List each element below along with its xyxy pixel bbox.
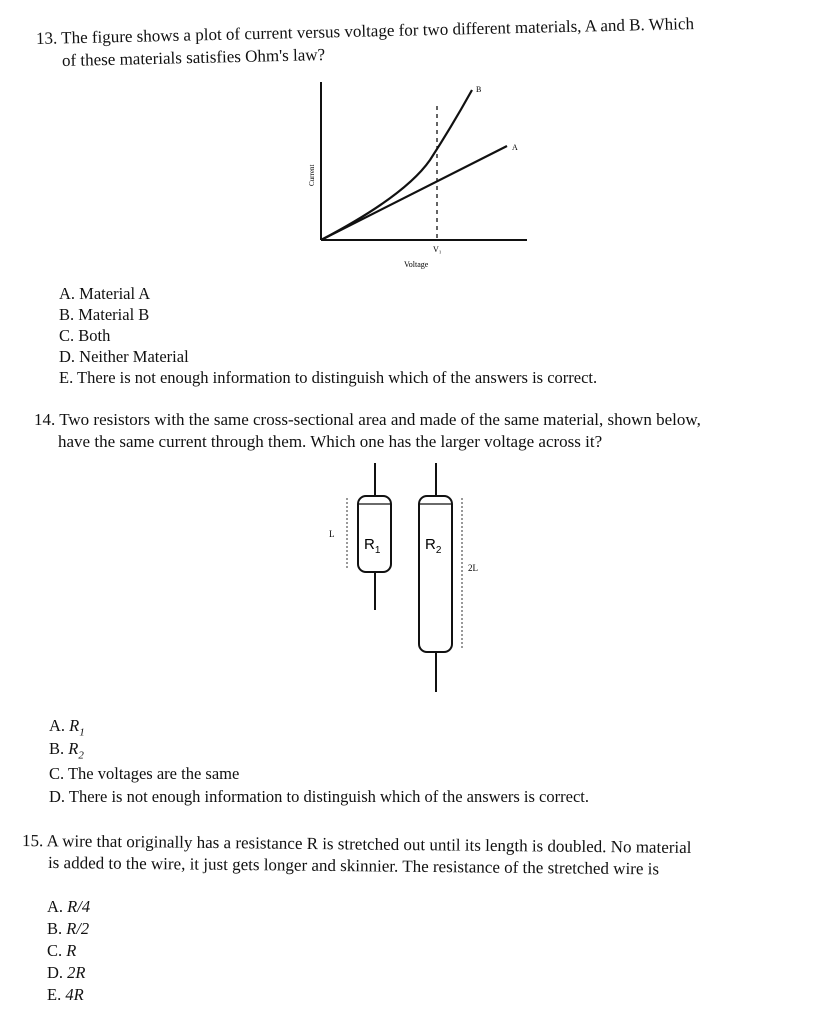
option-letter: D. (47, 963, 64, 982)
resistor-r2 (419, 463, 478, 692)
r2-length-label: 2L (468, 563, 478, 573)
option-letter: E. (59, 368, 74, 387)
r2-body (419, 496, 452, 652)
option-text: R (66, 941, 77, 960)
option-letter: A. (47, 897, 64, 916)
option-letter: B. (49, 739, 65, 758)
option-text: Material A (79, 284, 151, 303)
option-15-b[interactable] (47, 918, 89, 939)
option-text: Both (78, 326, 111, 345)
option-15-e[interactable] (47, 984, 84, 1005)
r1-body (358, 496, 391, 572)
option-15-c[interactable] (47, 940, 76, 961)
curve-b-label: B (476, 85, 482, 94)
option-text: 4R (65, 985, 84, 1004)
iv-plot (300, 78, 540, 273)
option-15-a[interactable] (47, 896, 90, 917)
question-13-number: 13. (35, 28, 58, 48)
question-14-first-line (34, 409, 701, 431)
option-13-d[interactable] (59, 346, 189, 367)
option-letter: C. (59, 326, 75, 345)
option-14-c[interactable] (49, 763, 239, 784)
question-13-first-line (36, 13, 694, 50)
x-axis-label: Voltage (404, 260, 429, 269)
question-15-stem-line-2: is added to the wire, it just gets longer and skinnier. The resistance of the stretched wire is (47, 853, 660, 879)
option-13-a[interactable] (59, 283, 150, 304)
question-15-stem-line-1: A wire that originally has a resistance R is stretched out until its length is doubled. No material (46, 831, 692, 858)
material-b-curve (321, 90, 472, 240)
option-text: Material B (78, 305, 150, 324)
question-14-stem-line-2: have the same current through them. Which one has the larger voltage across it? (58, 432, 603, 451)
option-text: There is not enough information to distinguish which of the answers is correct. (77, 368, 598, 387)
option-text: R/2 (66, 919, 90, 938)
y-axis-label: Current (308, 164, 316, 186)
r1-length-label: L (329, 529, 335, 539)
resistors-figure (300, 458, 500, 698)
option-letter: C. (49, 764, 65, 783)
option-13-b[interactable] (59, 304, 149, 325)
option-13-c[interactable] (59, 325, 110, 346)
option-text: R/4 (67, 897, 91, 916)
option-letter: B. (47, 919, 63, 938)
option-14-d[interactable] (49, 786, 589, 807)
curve-a-label: A (512, 143, 518, 152)
question-13-stem-line-2: of these materials satisfies Ohm's law? (61, 45, 326, 70)
option-text: $R_1$ (69, 716, 85, 739)
r1-label: $R_1$ (364, 536, 381, 556)
question-14-number: 14. (34, 410, 56, 429)
option-letter: C. (47, 941, 63, 960)
option-text: Neither Material (79, 347, 189, 366)
v1-label: V₁ (433, 245, 442, 254)
option-text: There is not enough information to distinguish which of the answers is correct. (68, 787, 589, 806)
option-letter: D. (49, 787, 66, 806)
question-13-stem-line-1: The figure shows a plot of current versus voltage for two different materials, A and B. Which (60, 14, 695, 48)
option-text: $R_2$ (68, 739, 84, 762)
option-letter: A. (59, 284, 76, 303)
r2-label: $R_2$ (425, 536, 442, 556)
option-letter: E. (47, 985, 62, 1004)
resistor-r1 (329, 463, 391, 610)
option-15-d[interactable] (47, 962, 86, 983)
question-14-stem-line-1: Two resistors with the same cross-sectional area and made of the same material, shown below, (59, 410, 701, 429)
option-letter: A. (49, 716, 66, 735)
option-letter: D. (59, 347, 76, 366)
option-13-e[interactable] (59, 367, 597, 388)
option-text: The voltages are the same (67, 764, 240, 783)
option-letter: B. (59, 305, 75, 324)
question-15-number: 15. (21, 831, 44, 851)
option-text: 2R (67, 963, 86, 982)
